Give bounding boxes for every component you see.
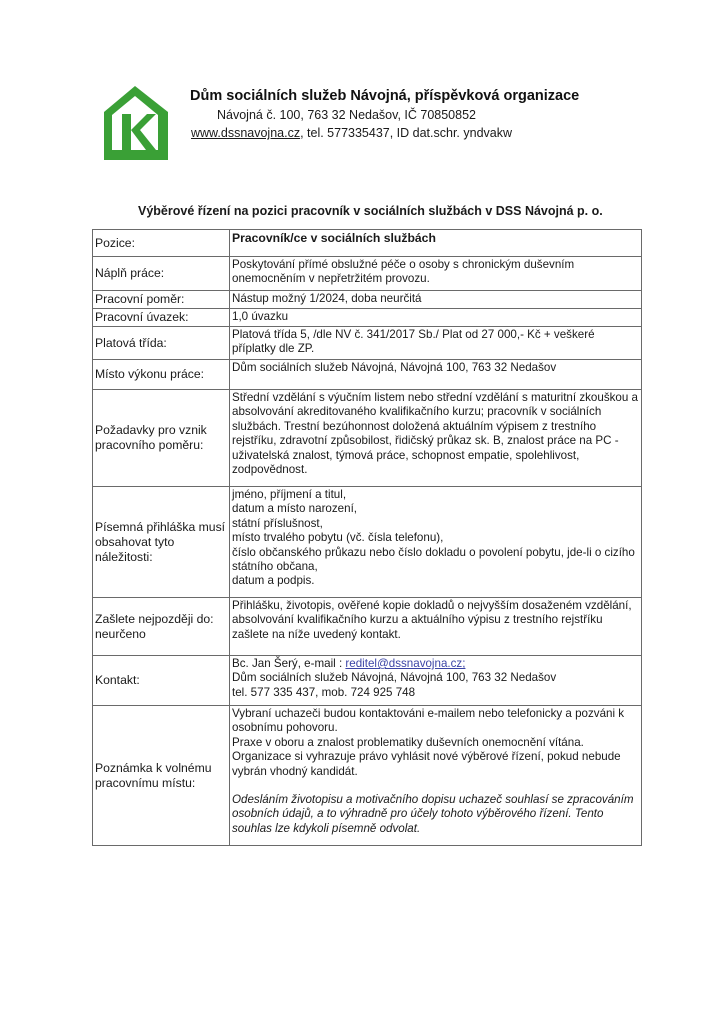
salary-class: Platová třída 5, /dle NV č. 341/2017 Sb./ Plat od 27 000,- Kč + veškeré příplatky dle ZP. bbox=[230, 327, 642, 360]
table-row bbox=[93, 327, 642, 360]
note-paragraph: Praxe v oboru a znalost problematiky duševních onemocnění vítána. bbox=[232, 735, 584, 749]
table-row bbox=[93, 230, 642, 257]
row-label: Poznámka k volnému pracovnímu místu: bbox=[93, 706, 230, 846]
row-label: Pracovní poměr: bbox=[93, 291, 230, 309]
job-info-table bbox=[92, 229, 642, 846]
contact-name: Bc. Jan Šerý, e-mail : bbox=[232, 657, 346, 670]
application-requirements bbox=[230, 487, 642, 598]
position-value bbox=[230, 230, 642, 257]
organization-name: Dům sociálních služeb Návojná, příspěvková organizace bbox=[190, 88, 580, 104]
organization-contact-line bbox=[191, 126, 512, 140]
job-description: Poskytování přímé obslužné péče o osoby s chronickým duševním onemocněním v nepřetržitém provozu. bbox=[230, 257, 642, 291]
row-label: Požadavky pro vznik pracovního poměru: bbox=[93, 390, 230, 487]
table-row bbox=[93, 706, 642, 846]
contact-person bbox=[232, 657, 639, 671]
workload: 1,0 úvazku bbox=[230, 309, 642, 327]
contact-phone: tel. 577 335 437, mob. 724 925 748 bbox=[232, 685, 416, 699]
contact-address: Dům sociálních služeb Návojná, Návojná 100, 763 32 Nedašov bbox=[232, 671, 557, 685]
table-row bbox=[93, 656, 642, 706]
table-row bbox=[93, 598, 642, 656]
row-label: Zašlete nejpozději do: neurčeno bbox=[93, 598, 230, 656]
table-row bbox=[93, 390, 642, 487]
requirements: Střední vzdělání s výučním listem nebo střední vzdělání s maturitní zkouškou a absolvování akreditovaného kvalifikačního kurzu; pracovník v sociálních službách. Trestní bezúhonnost doložená aktuálním výpisem z trestního rejstříku, zdravotní způsobilost, řidičský průkaz sk. B, znalost práce na PC - uživatelská znalost, týmová práce, schopnost empatie, spolehlivost, zodpovědnost. bbox=[230, 390, 642, 487]
organization-logo bbox=[100, 84, 170, 164]
submission-info: Přihlášku, životopis, ověřené kopie dokladů o nejvyšším dosaženém vzdělání, absolvování kvalifikačního kurzu a aktuálního výpisu z trestního rejstříku zašlete na níže uvedený kontakt. bbox=[230, 598, 642, 656]
row-label: Kontakt: bbox=[93, 656, 230, 706]
table-row bbox=[93, 360, 642, 390]
note-paragraph: Organizace si vyhrazuje právo vyhlásit nové výběrové řízení, pokud nebude vybrán vhodný kandidát. bbox=[232, 750, 621, 778]
contact-email-link[interactable]: reditel@dssnavojna.cz; bbox=[345, 657, 466, 670]
list-item: datum a místo narození, bbox=[232, 502, 358, 516]
phone-and-databox: , tel. 577335437, ID dat.schr. yndvakw bbox=[300, 126, 513, 140]
consent-note: Odesláním životopisu a motivačního dopisu uchazeč souhlasí se zpracováním osobních údajů, a to výhradně pro účely tohoto výběrového řízení. Tento souhlas lze kdykoli písemně odvolat. bbox=[232, 793, 634, 835]
employment-type: Nástup možný 1/2024, doba neurčitá bbox=[230, 291, 642, 309]
spacer bbox=[232, 779, 639, 793]
position-name: Pracovník/ce v sociálních službách bbox=[232, 231, 436, 245]
table-row bbox=[93, 309, 642, 327]
row-label: Písemná přihláška musí obsahovat tyto náležitosti: bbox=[93, 487, 230, 598]
table-row bbox=[93, 291, 642, 309]
list-item: místo trvalého pobytu (vč. čísla telefonu), bbox=[232, 531, 444, 545]
row-label: Pozice: bbox=[93, 230, 230, 257]
list-item: datum a podpis. bbox=[232, 574, 315, 588]
table-row bbox=[93, 257, 642, 291]
vacancy-note bbox=[230, 706, 642, 846]
website-link[interactable]: www.dssnavojna.cz bbox=[191, 126, 301, 140]
list-item: jméno, příjmení a titul, bbox=[232, 488, 347, 501]
table-row bbox=[93, 487, 642, 598]
row-label: Platová třída: bbox=[93, 327, 230, 360]
row-label: Pracovní úvazek: bbox=[93, 309, 230, 327]
document-title: Výběrové řízení na pozici pracovník v sociálních službách v DSS Návojná p. o. bbox=[138, 204, 603, 218]
work-location: Dům sociálních služeb Návojná, Návojná 100, 763 32 Nedašov bbox=[230, 360, 642, 390]
row-label: Místo výkonu práce: bbox=[93, 360, 230, 390]
organization-address: Návojná č. 100, 763 32 Nedašov, IČ 70850852 bbox=[217, 108, 476, 122]
row-label: Náplň práce: bbox=[93, 257, 230, 291]
list-item: státní příslušnost, bbox=[232, 516, 323, 530]
list-item: číslo občanského průkazu nebo číslo dokladu o povolení pobytu, jde-li o cizího státního občana, bbox=[232, 545, 635, 574]
note-paragraph: Vybraní uchazeči budou kontaktováni e-mailem nebo telefonicky a pozváni k osobnímu pohovoru. bbox=[232, 707, 625, 735]
contact-info bbox=[230, 656, 642, 706]
